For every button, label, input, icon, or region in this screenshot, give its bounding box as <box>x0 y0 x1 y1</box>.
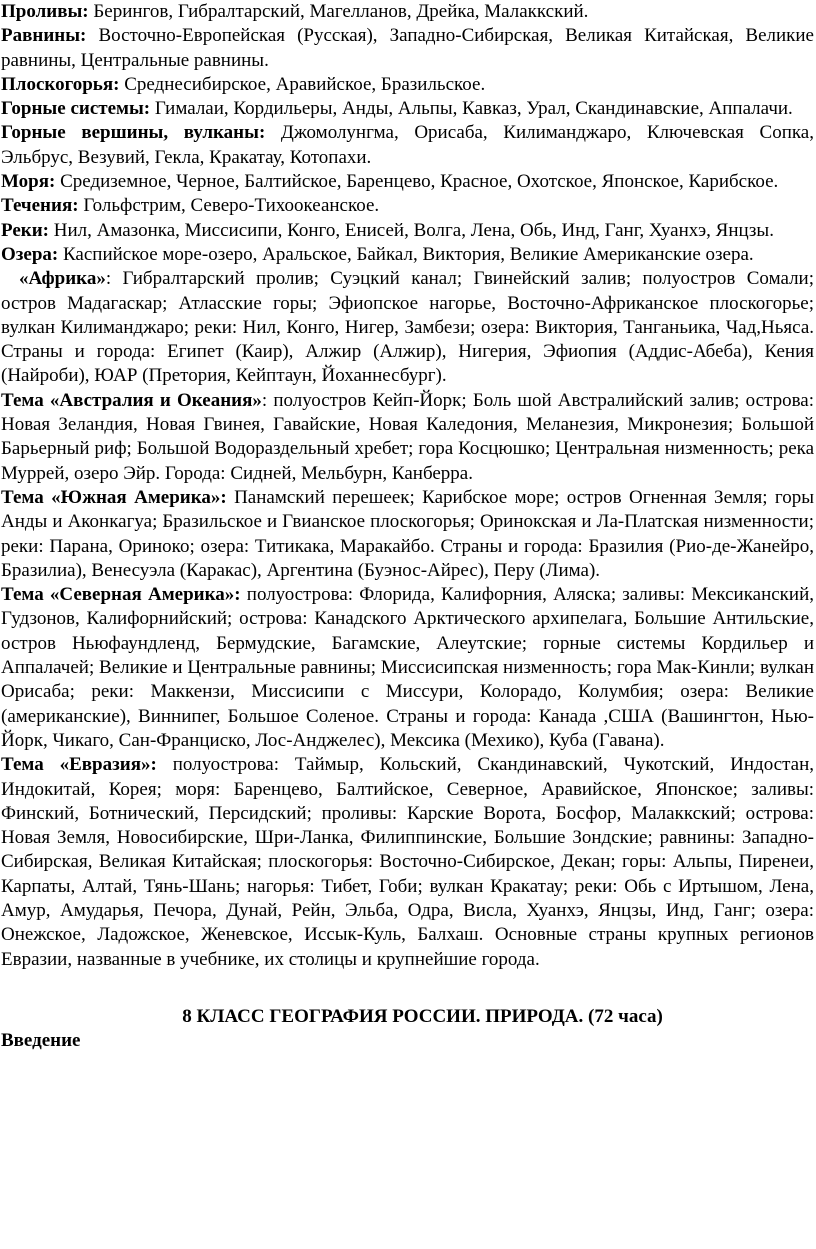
label-straits: Проливы: <box>1 1 89 22</box>
label-currents: Течения: <box>1 195 79 217</box>
section-heading: 8 КЛАСС ГЕОГРАФИЯ РОССИИ. ПРИРОДА. (72 часа) <box>182 1005 663 1027</box>
paragraph-currents <box>1 194 814 218</box>
label-africa: «Африка» <box>19 268 106 290</box>
label-australia-oceania: Тема «Австралия и Океания» <box>1 389 262 411</box>
label-south-america: Тема «Южная Америка»: <box>1 486 227 508</box>
paragraph-plateaus <box>1 73 814 97</box>
label-plateaus: Плоскогорья: <box>1 73 120 95</box>
paragraph-plains <box>1 24 814 73</box>
topic-eurasia <box>1 753 814 972</box>
label-plains: Равнины: <box>1 25 87 47</box>
text-eurasia: полуострова: Таймыр, Кольский, Скандинавский, Чукотский, Индостан, Индокитай, Корея; моря: Баренцево, Балтийское, Северное, Аравийское, Японское; заливы: Финский, Ботнический, Персидский; проливы: Карские Ворота, Босфор, Малаккский; острова: Новая Земля, Новосибирские, Шри-Ланка, Филиппинские, Большие Зондские; равнины: Западно-Сибирская, Великая Китайская; плоскогорья: Восточно-Сибирское, Декан; горы: Альпы, Пиренеи, Карпаты, Алтай, Тянь-Шань; нагорья: Тибет, Гоби; вулкан Кракатау; реки: Обь с Иртышом, Лена, Амур, Амударья, Печора, Дунай, Рейн, Эльба, Одра, Висла, Хуанхэ, Янцзы, Инд, Ганг; озера: Онежское, Ладожское, Женевское, Иссык-Куль, Балхаш. Основные страны крупных регионов Евразии, названные в учебнике, их столицы и крупнейшие города. <box>1 754 814 970</box>
label-north-america: Тема «Северная Америка»: <box>1 584 241 606</box>
topic-south-america <box>1 486 814 583</box>
paragraph-rivers <box>1 219 814 243</box>
text-mountain-systems: Гималаи, Кордильеры, Анды, Альпы, Кавказ, Урал, Скандинавские, Аппалачи. <box>150 98 793 120</box>
paragraph-straits <box>1 0 814 24</box>
text-plains: Восточно-Европейская (Русская), Западно-Сибирская, Великая Китайская, Великие равнины, Центральные равнины. <box>1 25 814 71</box>
label-rivers: Реки: <box>1 219 50 241</box>
text-lakes: Каспийское море-озеро, Аральское, Байкал, Виктория, Великие Американские озера. <box>58 243 754 265</box>
topic-north-america <box>1 583 814 753</box>
text-straits: Берингов, Гибралтарский, Магелланов, Дрейка, Малаккский. <box>88 1 589 22</box>
topic-australia-oceania <box>1 389 814 486</box>
spacer <box>1 972 814 1005</box>
subheading-introduction: Введение <box>1 1029 81 1051</box>
paragraph-peaks-volcanoes <box>1 121 814 170</box>
label-seas: Моря: <box>1 171 56 193</box>
topic-africa <box>1 267 814 388</box>
paragraph-lakes <box>1 243 814 267</box>
text-north-america: полуострова: Флорида, Калифорния, Аляска; заливы: Мексиканский, Гудзонов, Калифорнийский; острова: Канадского Арктического архипелага, Большие Антильские, остров Ньюфаундленд, Бермудские, Багамские, Алеутские; горные системы Кордильер и Аппалачей; Великие и Центральные равнины; Миссисипская низменность; гора Мак-Кинли; вулкан Орисаба; реки: Маккензи, Миссисипи с Миссури, Колорадо, Колумбия; озера: Великие (американские), Виннипег, Большое Соленое. Страны и города: Канада ,США (Вашингтон, Нью-Йорк, Чикаго, Сан-Франциско, Лос-Анджелес), Мексика (Мехико), Куба (Гавана). <box>1 584 814 751</box>
paragraph-mountain-systems <box>1 97 814 121</box>
text-rivers: Нил, Амазонка, Миссисипи, Конго, Енисей, Волга, Лена, Обь, Инд, Ганг, Хуанхэ, Янцзы. <box>49 219 774 241</box>
text-africa: : Гибралтарский пролив; Суэцкий канал; Гвинейский залив; полуостров Сомали; остров Мадагаскар; Атласские горы; Эфиопское нагорье, Восточно-Африканское плоскогорье; вулкан Килиманджаро; реки: Нил, Конго, Нигер, Замбези; озера: Виктория, Танганьика, Чад,Ньяса. Страны и города: Египет (Каир), Алжир (Алжир), Нигерия, Эфиопия (Аддис-Абеба), Кения (Найроби), ЮАР (Претория, Кейптаун, Йоханнесбург). <box>1 268 814 387</box>
text-currents: Гольфстрим, Северо-Тихоокеанское. <box>78 195 380 217</box>
label-mountain-systems: Горные системы: <box>1 98 151 120</box>
text-peaks-volcanoes: Джомолунгма, Орисаба, Килиманджаро, Ключевская Сопка, Эльбрус, Везувий, Гекла, Кракатау, Котопахи. <box>1 122 814 168</box>
paragraph-seas <box>1 170 814 194</box>
label-peaks-volcanoes: Горные вершины, вулканы: <box>1 122 266 144</box>
text-plateaus: Среднесибирское, Аравийское, Бразильское. <box>119 73 486 95</box>
text-australia-oceania: : полуостров Кейп-Йорк; Боль шой Австралийский залив; острова: Новая Зеландия, Новая Гвинея, Гавайские, Новая Каледония, Меланезия, Микронезия; Большой Барьерный риф; Большой Водораздельный хребет; гора Косцюшко; Центральная низменность; река Муррей, озеро Эйр. Города: Сидней, Мельбурн, Канберра. <box>1 389 815 484</box>
text-seas: Средиземное, Черное, Балтийское, Баренцево, Красное, Охотское, Японское, Карибское. <box>55 171 779 193</box>
text-south-america: Панамский перешеек; Карибское море; остров Огненная Земля; горы Анды и Аконкагуа; Бразильское и Гвианское плоскогорья; Оринокская и Ла-Платская низменности; реки: Парана, Ориноко; озера: Титикака, Маракайбо. Страны и города: Бразилия (Рио-де-Жанейро, Бразилиа), Венесуэла (Каракас), Аргентина (Буэнос-Айрес), Перу (Лима). <box>1 486 814 581</box>
label-eurasia: Тема «Евразия»: <box>1 754 157 776</box>
label-lakes: Озера: <box>1 243 59 265</box>
